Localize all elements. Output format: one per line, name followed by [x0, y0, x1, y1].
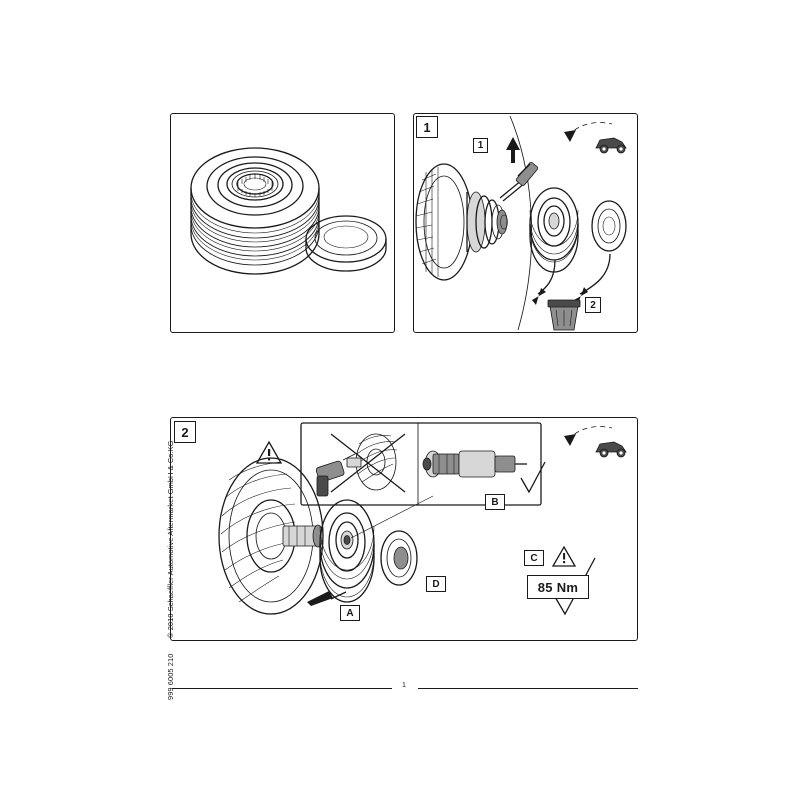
car-icon	[596, 442, 626, 457]
arrow-icon	[568, 123, 612, 137]
page-number: 1	[402, 682, 406, 689]
arrow-icon	[564, 434, 576, 446]
tool-comparison-box	[301, 423, 541, 505]
car-icon	[596, 138, 626, 153]
pulley-decoupler-illustration	[191, 148, 319, 274]
copyright-text: © 2010 Schaeffler Automotive Aftermarket GmbH & Co.KG	[166, 440, 175, 638]
arrow-icon	[307, 591, 333, 606]
step-2-label-a: A	[340, 605, 360, 621]
panel-parts-overview	[170, 113, 395, 333]
alternator-illustration	[219, 458, 323, 614]
arrow-icon	[564, 130, 576, 142]
step-1-sub-badge-2: 2	[585, 297, 601, 313]
vehicle-direction-indicator	[556, 422, 632, 460]
arrow-icon	[532, 288, 546, 305]
footer-rule-left	[172, 688, 392, 689]
vehicle-direction-indicator	[556, 118, 632, 156]
footer-rule-right	[418, 688, 638, 689]
document-number: 999 6005 210	[166, 653, 175, 700]
step-2-badge: 2	[174, 421, 196, 443]
arrow-icon	[568, 427, 612, 441]
special-tool-icon	[423, 451, 527, 477]
trash-bin-icon	[548, 300, 580, 330]
decoupler-pulley-illustration	[320, 500, 374, 602]
torque-value-box: 85 Nm	[527, 575, 589, 599]
protective-cap-illustration	[381, 531, 417, 585]
step-1-sub-badge-1: 1	[473, 138, 488, 153]
parts-overview-drawing	[171, 114, 394, 332]
warning-triangle-icon	[255, 440, 283, 466]
alternator-illustration	[416, 164, 508, 280]
cross-out-icon	[331, 434, 405, 492]
warning-triangle-icon	[551, 545, 577, 569]
step-1-badge: 1	[416, 116, 438, 138]
screwdriver-icon	[500, 162, 539, 201]
alternator-illustration	[347, 434, 397, 490]
step-2-label-c: C	[524, 550, 544, 566]
step-2-label-d: D	[426, 576, 446, 592]
removed-cap-illustration	[592, 201, 626, 251]
arrow-icon	[506, 137, 520, 163]
step-2-label-b: B	[485, 494, 505, 510]
decoupler-pulley-illustration	[530, 188, 578, 272]
